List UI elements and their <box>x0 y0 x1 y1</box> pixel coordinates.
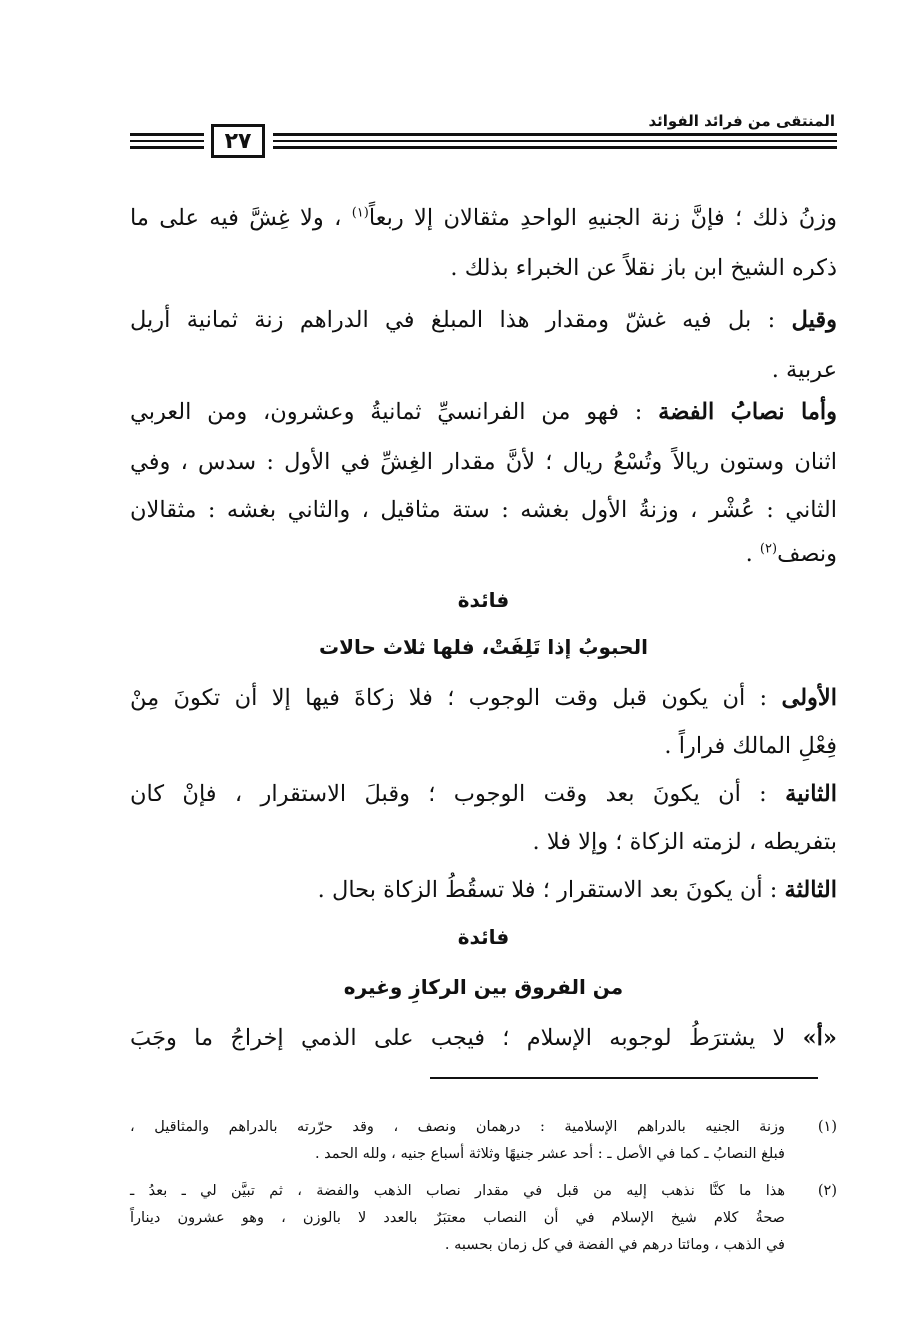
section-title-2: من الفروق بين الركازِ وغيره <box>343 975 624 999</box>
footnote-separator <box>430 1077 818 1079</box>
footnote-line: صحةُ كلام شيخ الإسلام في أن النصاب معتبَرٌ بالعدد لا بالوزن ، وهو عشرون ديناراً <box>130 1210 785 1226</box>
text-line: عربية . <box>771 357 837 383</box>
header-rule-right-bottom <box>273 146 837 149</box>
section-label-1: فائدة <box>457 588 510 612</box>
lead-word: الثالثة <box>784 877 837 903</box>
footnote-number: (٢) <box>817 1183 837 1199</box>
footnote-ref-2: (٢) <box>759 541 778 557</box>
footnote-2 <box>130 1178 837 1259</box>
section-title-1: الحبوبُ إذا تَلِفَتْ، فلها ثلاث حالات <box>319 635 648 659</box>
text-line: فِعْلِ المالك فراراً . <box>664 733 837 759</box>
lead-word: الثانية <box>785 781 837 807</box>
header-rule-right-mid <box>273 140 837 142</box>
lead-word: وقيل <box>791 307 837 333</box>
header-rule-left-top <box>130 133 204 136</box>
text-line: ونصف$^{(٢)}$ . <box>745 541 837 567</box>
text-line: وأما نصابُ الفضة : فهو من الفرانسيِّ ثمانيةُ وعشرون، ومن العربي <box>130 399 837 425</box>
footnote-number: (١) <box>817 1119 837 1135</box>
footnote-line: هذا ما كنَّا نذهب إليه من قبل في مقدار نصاب الذهب والفضة ، ثم تبيَّن لي ـ بعدُ ـ <box>130 1183 785 1199</box>
header-rule-right-top <box>273 133 837 136</box>
footnote-1 <box>130 1114 837 1168</box>
text-line: الثانية : أن يكونَ بعد وقت الوجوب ؛ وقبلَ الاستقرار ، فإنْ كان <box>130 781 837 807</box>
text-line: الثاني : عُشْر ، وزنةُ الأول بغشه : ستة مثاقيل ، والثاني بغشه : مثقالان <box>130 497 837 523</box>
text-line: الثالثة : أن يكونَ بعد الاستقرار ؛ فلا تسقُطُ الزكاة بحال . <box>317 877 837 903</box>
lead-word: وأما نصابُ الفضة <box>658 399 837 425</box>
footnote-line: في الذهب ، ومائتا درهم في الفضة في كل زمان بحسبه . <box>444 1237 785 1253</box>
text-line: وزنُ ذلك ؛ فإنَّ زنة الجنيهِ الواحدِ مثقالان إلا ربعاً$^{(١)}$ ، ولا غِشَّ فيه على ما <box>130 205 837 231</box>
text-line: وقيل : بل فيه غشّ ومقدار هذا المبلغ في الدراهم زنة ثمانية أريل <box>130 307 837 333</box>
item-marker: «أ» <box>802 1025 837 1051</box>
text-line: بتفريطه ، لزمته الزكاة ؛ وإلا فلا . <box>532 829 837 855</box>
header-rule-left-bottom <box>130 146 204 149</box>
text-line: «أ» لا يشترَطُ لوجوبه الإسلام ؛ فيجب على الذمي إخراجُ ما وجَبَ <box>130 1025 837 1051</box>
lead-word: الأولى <box>781 685 837 711</box>
section-label-2: فائدة <box>457 925 510 949</box>
text-line: اثنان وستون ريالاً وتُسْعُ ريال ؛ لأنَّ مقدار الغِشِّ في الأول : سدس ، وفي <box>130 449 837 475</box>
footnote-line: وزنة الجنيه بالدراهم الإسلامية : درهمان ونصف ، وقد حرّرته بالدراهم والمثاقيل ، <box>130 1119 785 1135</box>
footnote-ref-1: (١) <box>351 205 369 221</box>
header-rule-left-mid <box>130 140 204 142</box>
footnote-line: فبلغ النصابُ ـ كما في الأصل ـ : أحد عشر جنيهًا وثلاثة أسباع جنيه ، ولله الحمد . <box>314 1146 785 1162</box>
text-line: ذكره الشيخ ابن باز نقلاً عن الخبراء بذلك . <box>450 255 837 281</box>
page-number: ٢٧ <box>211 124 265 158</box>
text-line: الأولى : أن يكون قبل وقت الوجوب ؛ فلا زكاةَ فيها إلا أن تكونَ مِنْ <box>130 685 837 711</box>
running-header-title: المنتقى من فرائد الفوائد <box>648 112 835 130</box>
